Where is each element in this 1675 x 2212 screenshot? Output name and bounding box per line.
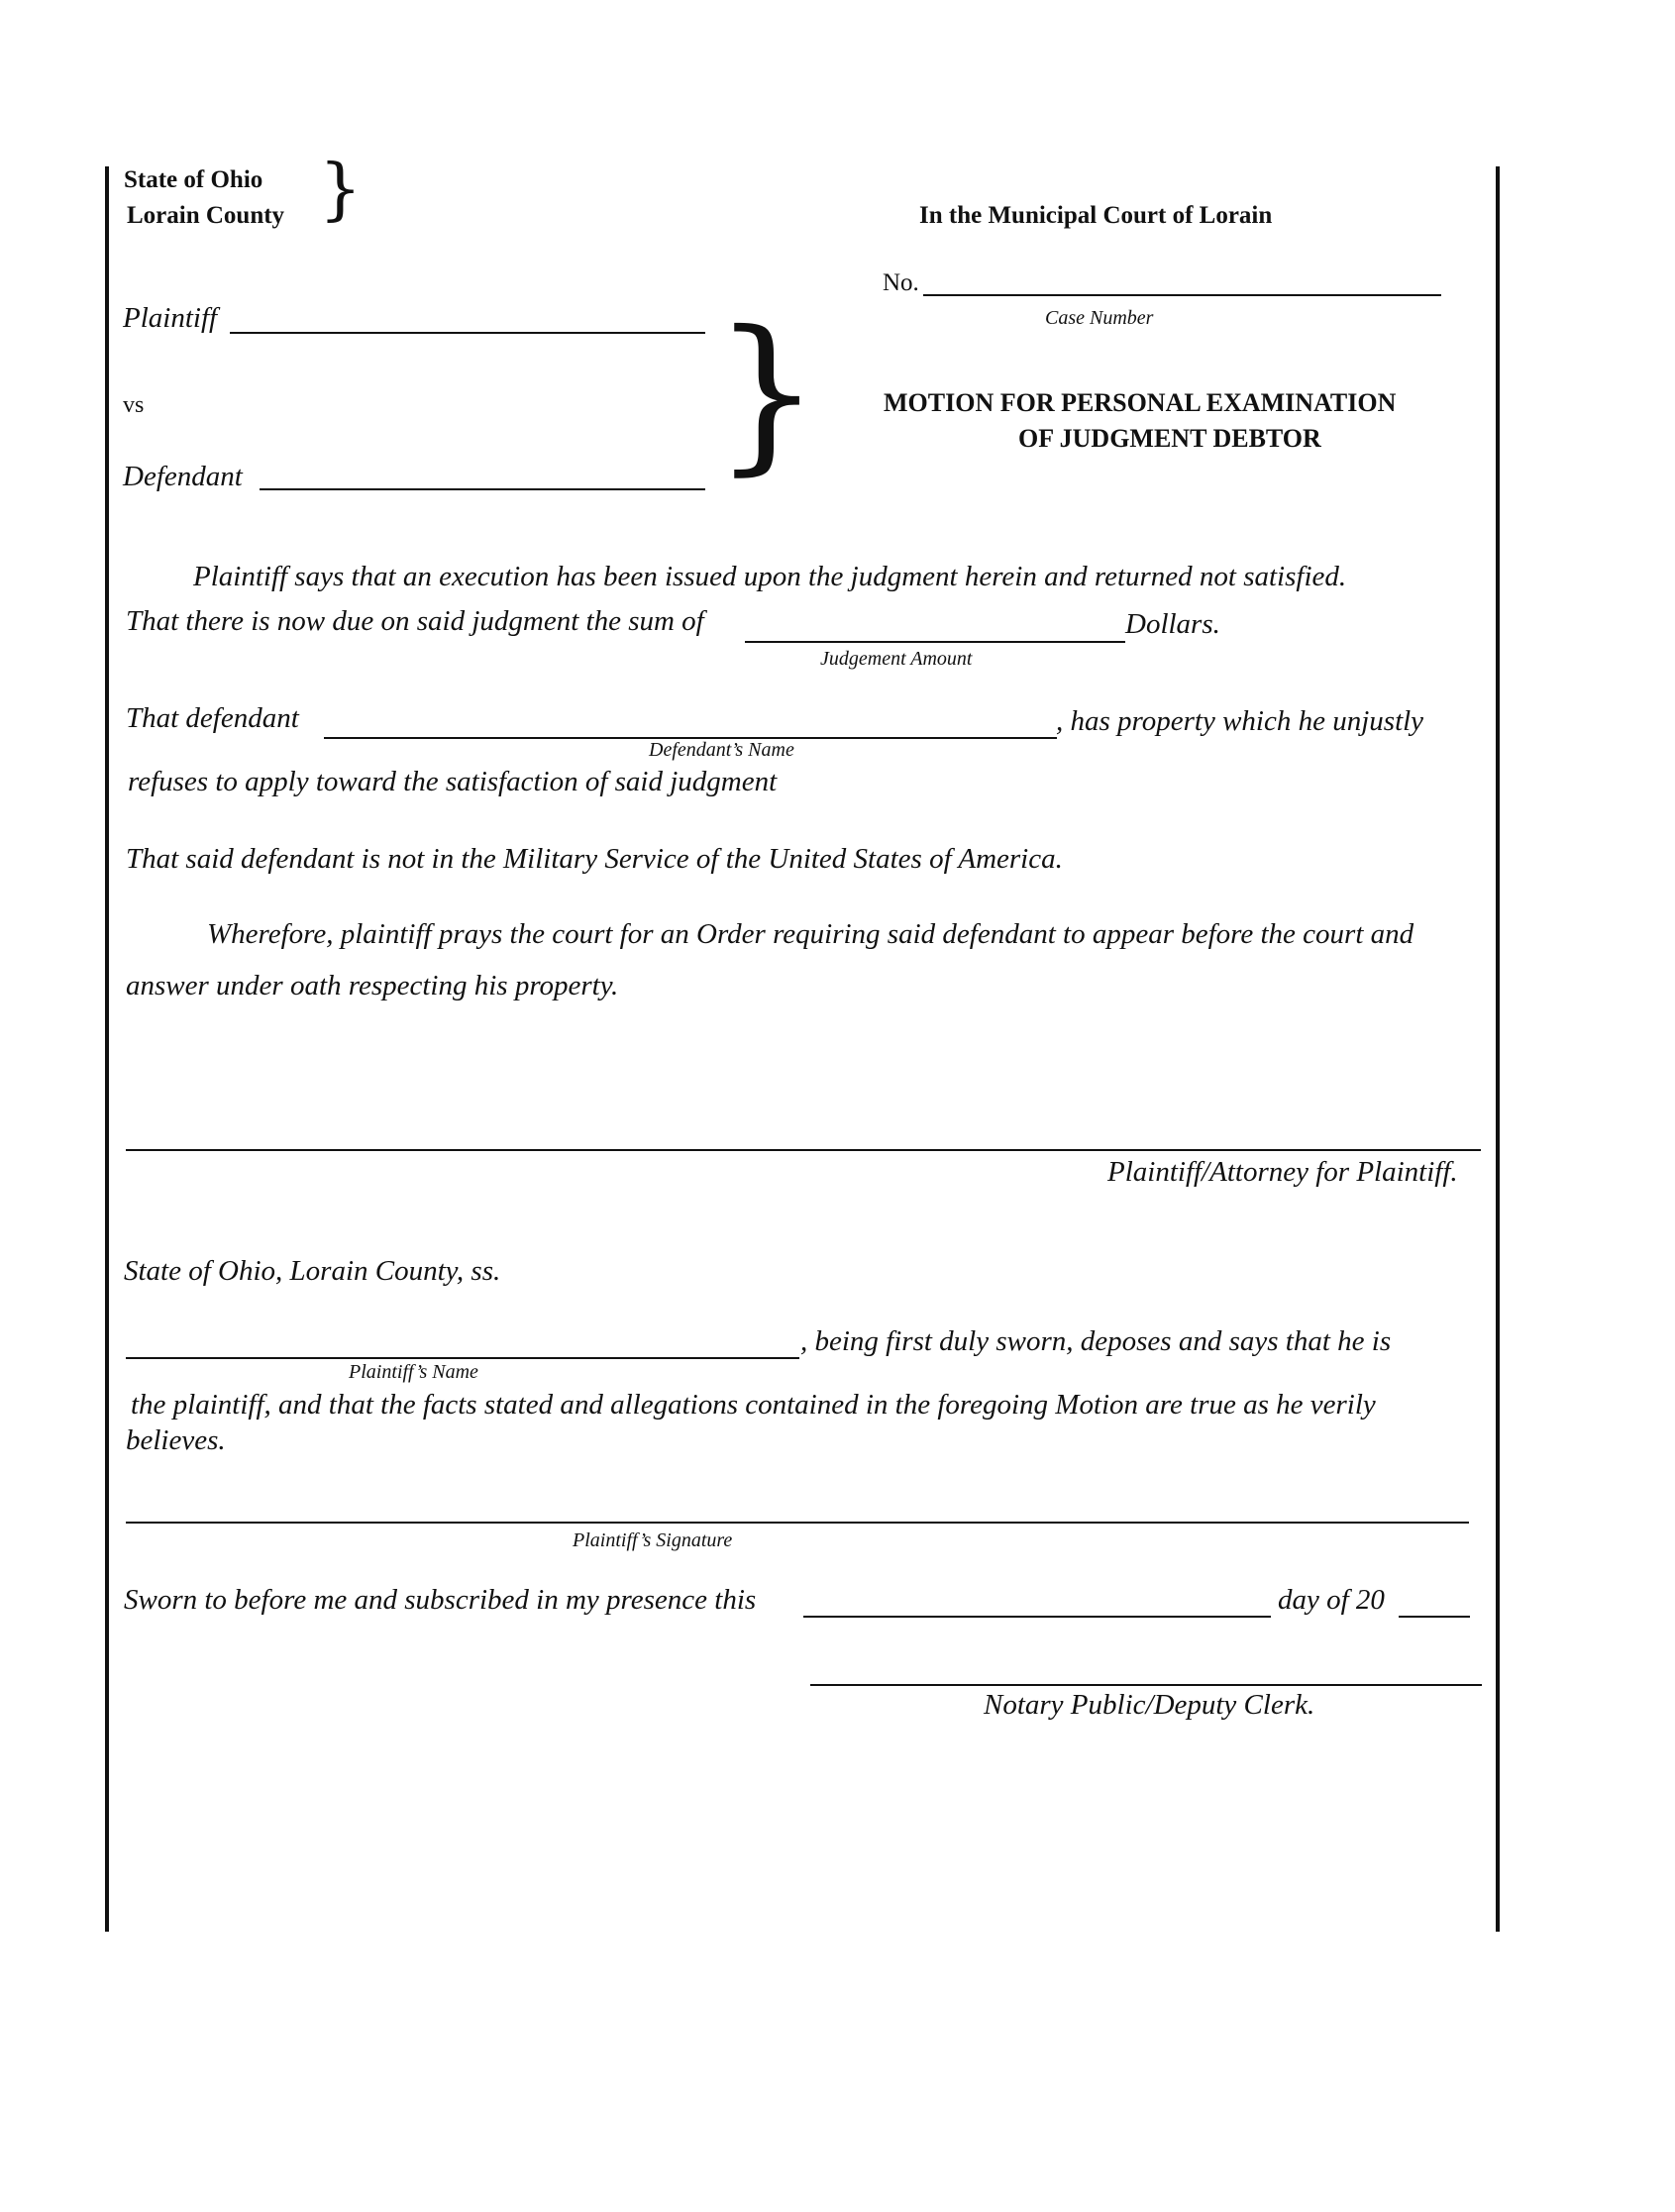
subscribed-day-field[interactable] bbox=[803, 1616, 1271, 1618]
affidavit-line-3: believes. bbox=[126, 1424, 226, 1456]
plaintiff-label: Plaintiff bbox=[123, 302, 218, 334]
motion-title-line1: MOTION FOR PERSONAL EXAMINATION bbox=[884, 388, 1397, 417]
motion-paragraph-3-line2: refuses to apply toward the satisfaction of said judgment bbox=[128, 766, 778, 797]
plaintiff-attorney-caption: Plaintiff/Attorney for Plaintiff. bbox=[1107, 1156, 1458, 1188]
right-border-rule bbox=[1496, 166, 1500, 1932]
motion-paragraph-2-suffix: Dollars. bbox=[1125, 608, 1220, 640]
plaintiff-field[interactable] bbox=[230, 332, 705, 334]
state-label: State of Ohio bbox=[124, 166, 263, 193]
plaintiff-name-caption: Plaintiff’s Name bbox=[349, 1361, 478, 1383]
subscribed-year-field[interactable] bbox=[1399, 1616, 1470, 1618]
vs-label: vs bbox=[123, 392, 145, 418]
subscribed-suffix: day of 20 bbox=[1278, 1584, 1385, 1616]
plaintiff-signature-field[interactable] bbox=[126, 1522, 1469, 1524]
left-border-rule bbox=[105, 166, 109, 1932]
subscribed-prefix: Sworn to before me and subscribed in my presence this bbox=[124, 1584, 757, 1616]
case-number-label: No. bbox=[883, 269, 919, 296]
motion-paragraph-5-line2: answer under oath respecting his property. bbox=[126, 970, 619, 1001]
affidavit-venue: State of Ohio, Lorain County, ss. bbox=[124, 1255, 501, 1287]
judgement-amount-field[interactable] bbox=[745, 641, 1125, 643]
court-name: In the Municipal Court of Lorain bbox=[919, 202, 1273, 229]
motion-title-line2: OF JUDGMENT DEBTOR bbox=[1018, 424, 1321, 453]
motion-paragraph-3-suffix: , has property which he unjustly bbox=[1056, 705, 1424, 737]
motion-paragraph-2-prefix: That there is now due on said judgment the sum of bbox=[126, 605, 704, 637]
plaintiff-signature-caption: Plaintiff’s Signature bbox=[573, 1529, 733, 1551]
case-number-field[interactable] bbox=[923, 294, 1441, 296]
notary-signature-field[interactable] bbox=[810, 1684, 1482, 1686]
county-label: Lorain County bbox=[127, 202, 285, 229]
motion-paragraph-3-prefix: That defendant bbox=[126, 702, 299, 734]
defendant-label: Defendant bbox=[123, 461, 243, 492]
defendant-name-caption: Defendant’s Name bbox=[649, 739, 794, 761]
case-number-caption: Case Number bbox=[1045, 307, 1154, 329]
affidavit-line-2: the plaintiff, and that the facts stated and allegations contained in the foregoing Motion are true as he verily bbox=[131, 1389, 1376, 1421]
plaintiff-name-field[interactable] bbox=[126, 1357, 799, 1359]
plaintiff-attorney-signature-field[interactable] bbox=[126, 1149, 1481, 1151]
notary-caption: Notary Public/Deputy Clerk. bbox=[984, 1689, 1315, 1721]
venue-brace-icon: } bbox=[319, 151, 363, 229]
affidavit-sworn-text: , being first duly sworn, deposes and says that he is bbox=[800, 1325, 1392, 1357]
defendant-field[interactable] bbox=[260, 488, 705, 490]
motion-paragraph-5-line1: Wherefore, plaintiff prays the court for an Order requiring said defendant to appear before the court and bbox=[207, 918, 1414, 950]
motion-paragraph-4: That said defendant is not in the Military Service of the United States of America. bbox=[126, 843, 1063, 875]
motion-paragraph-1: Plaintiff says that an execution has been issued upon the judgment herein and returned not satisfied. bbox=[193, 561, 1347, 592]
judgement-amount-caption: Judgement Amount bbox=[820, 648, 973, 670]
caption-brace-icon: } bbox=[713, 295, 821, 491]
